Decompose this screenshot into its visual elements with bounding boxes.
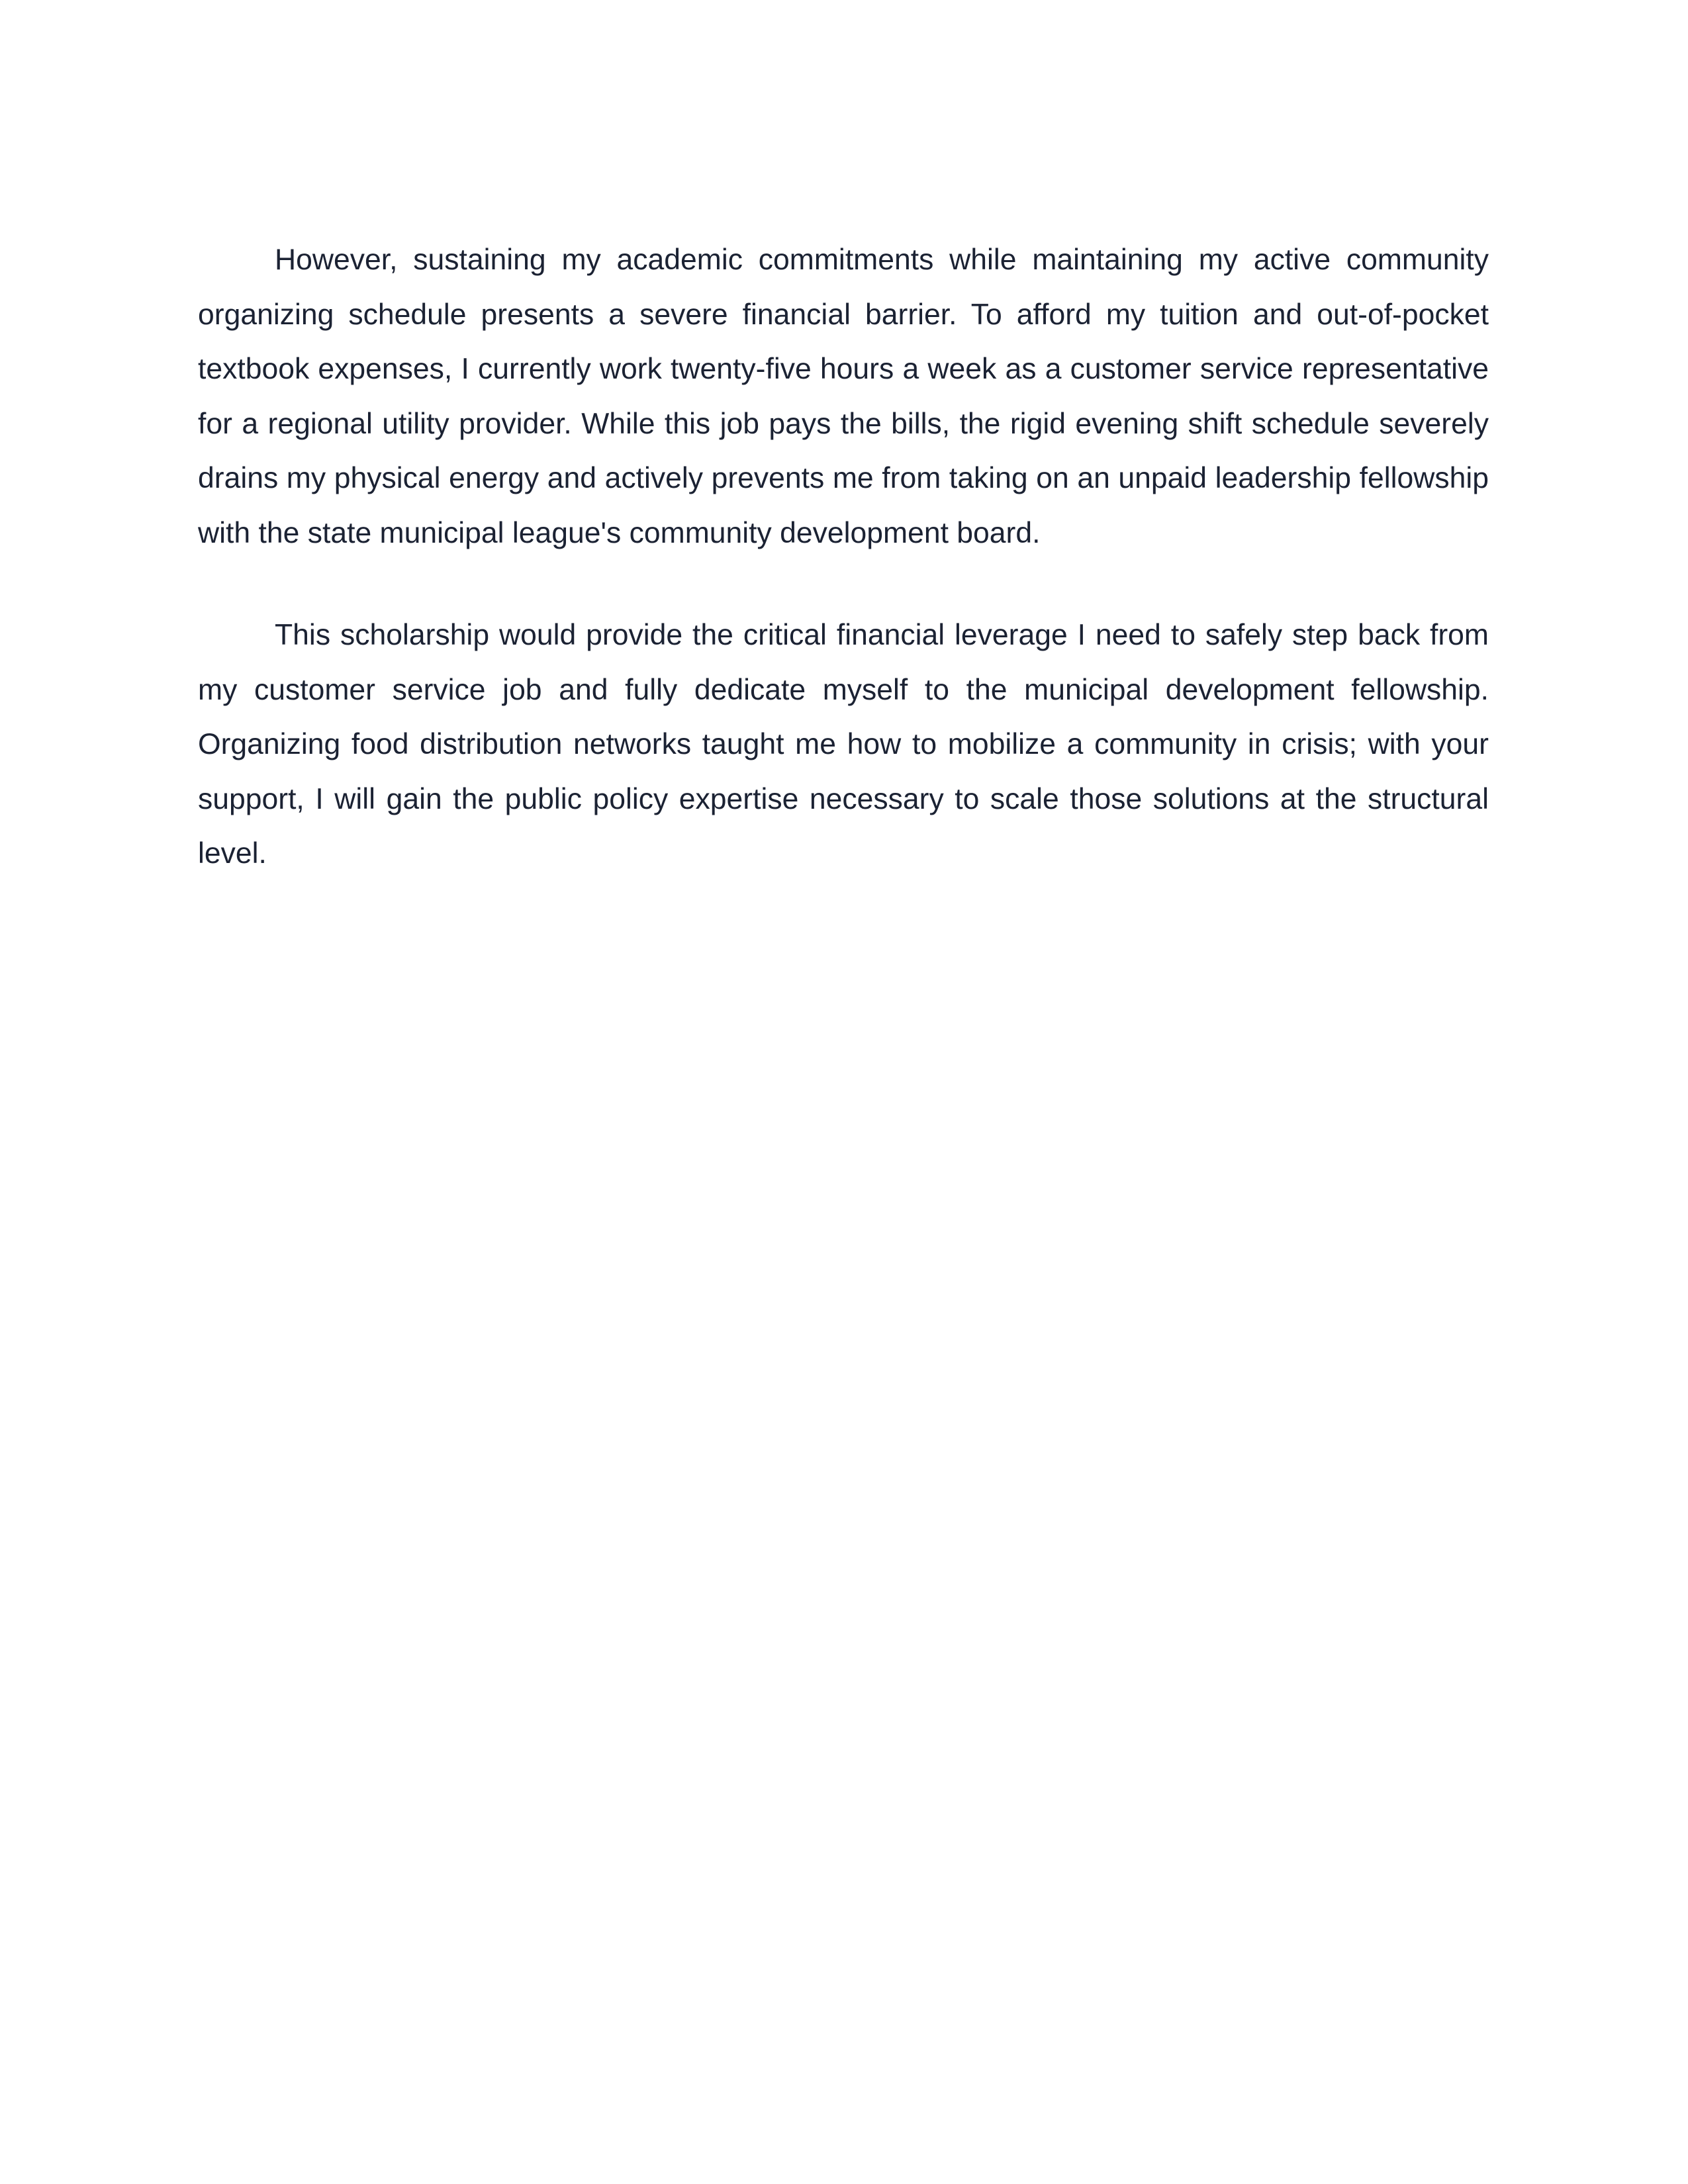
document-body: [198, 233, 1489, 882]
paragraph-scholarship-impact: This scholarship would provide the critical financial leverage I need to safely step back from my customer service job and fully dedicate myself to the municipal development fellowship. Organizing food distribution networks taught me how to mobilize a community in crisis; with your support, I will gain the public policy expertise necessary to scale those solutions at the structural level.: [198, 619, 1489, 870]
paragraph-financial-barrier: However, sustaining my academic commitments while maintaining my active community organizing schedule presents a severe financial barrier. To afford my tuition and out-of-pocket textbook expenses, I currently work twenty-five hours a week as a customer service representative for a regional utility provider. While this job pays the bills, the rigid evening shift schedule severely drains my physical energy and actively prevents me from taking on an unpaid leadership fellowship with the state municipal league's community development board.: [198, 244, 1489, 549]
